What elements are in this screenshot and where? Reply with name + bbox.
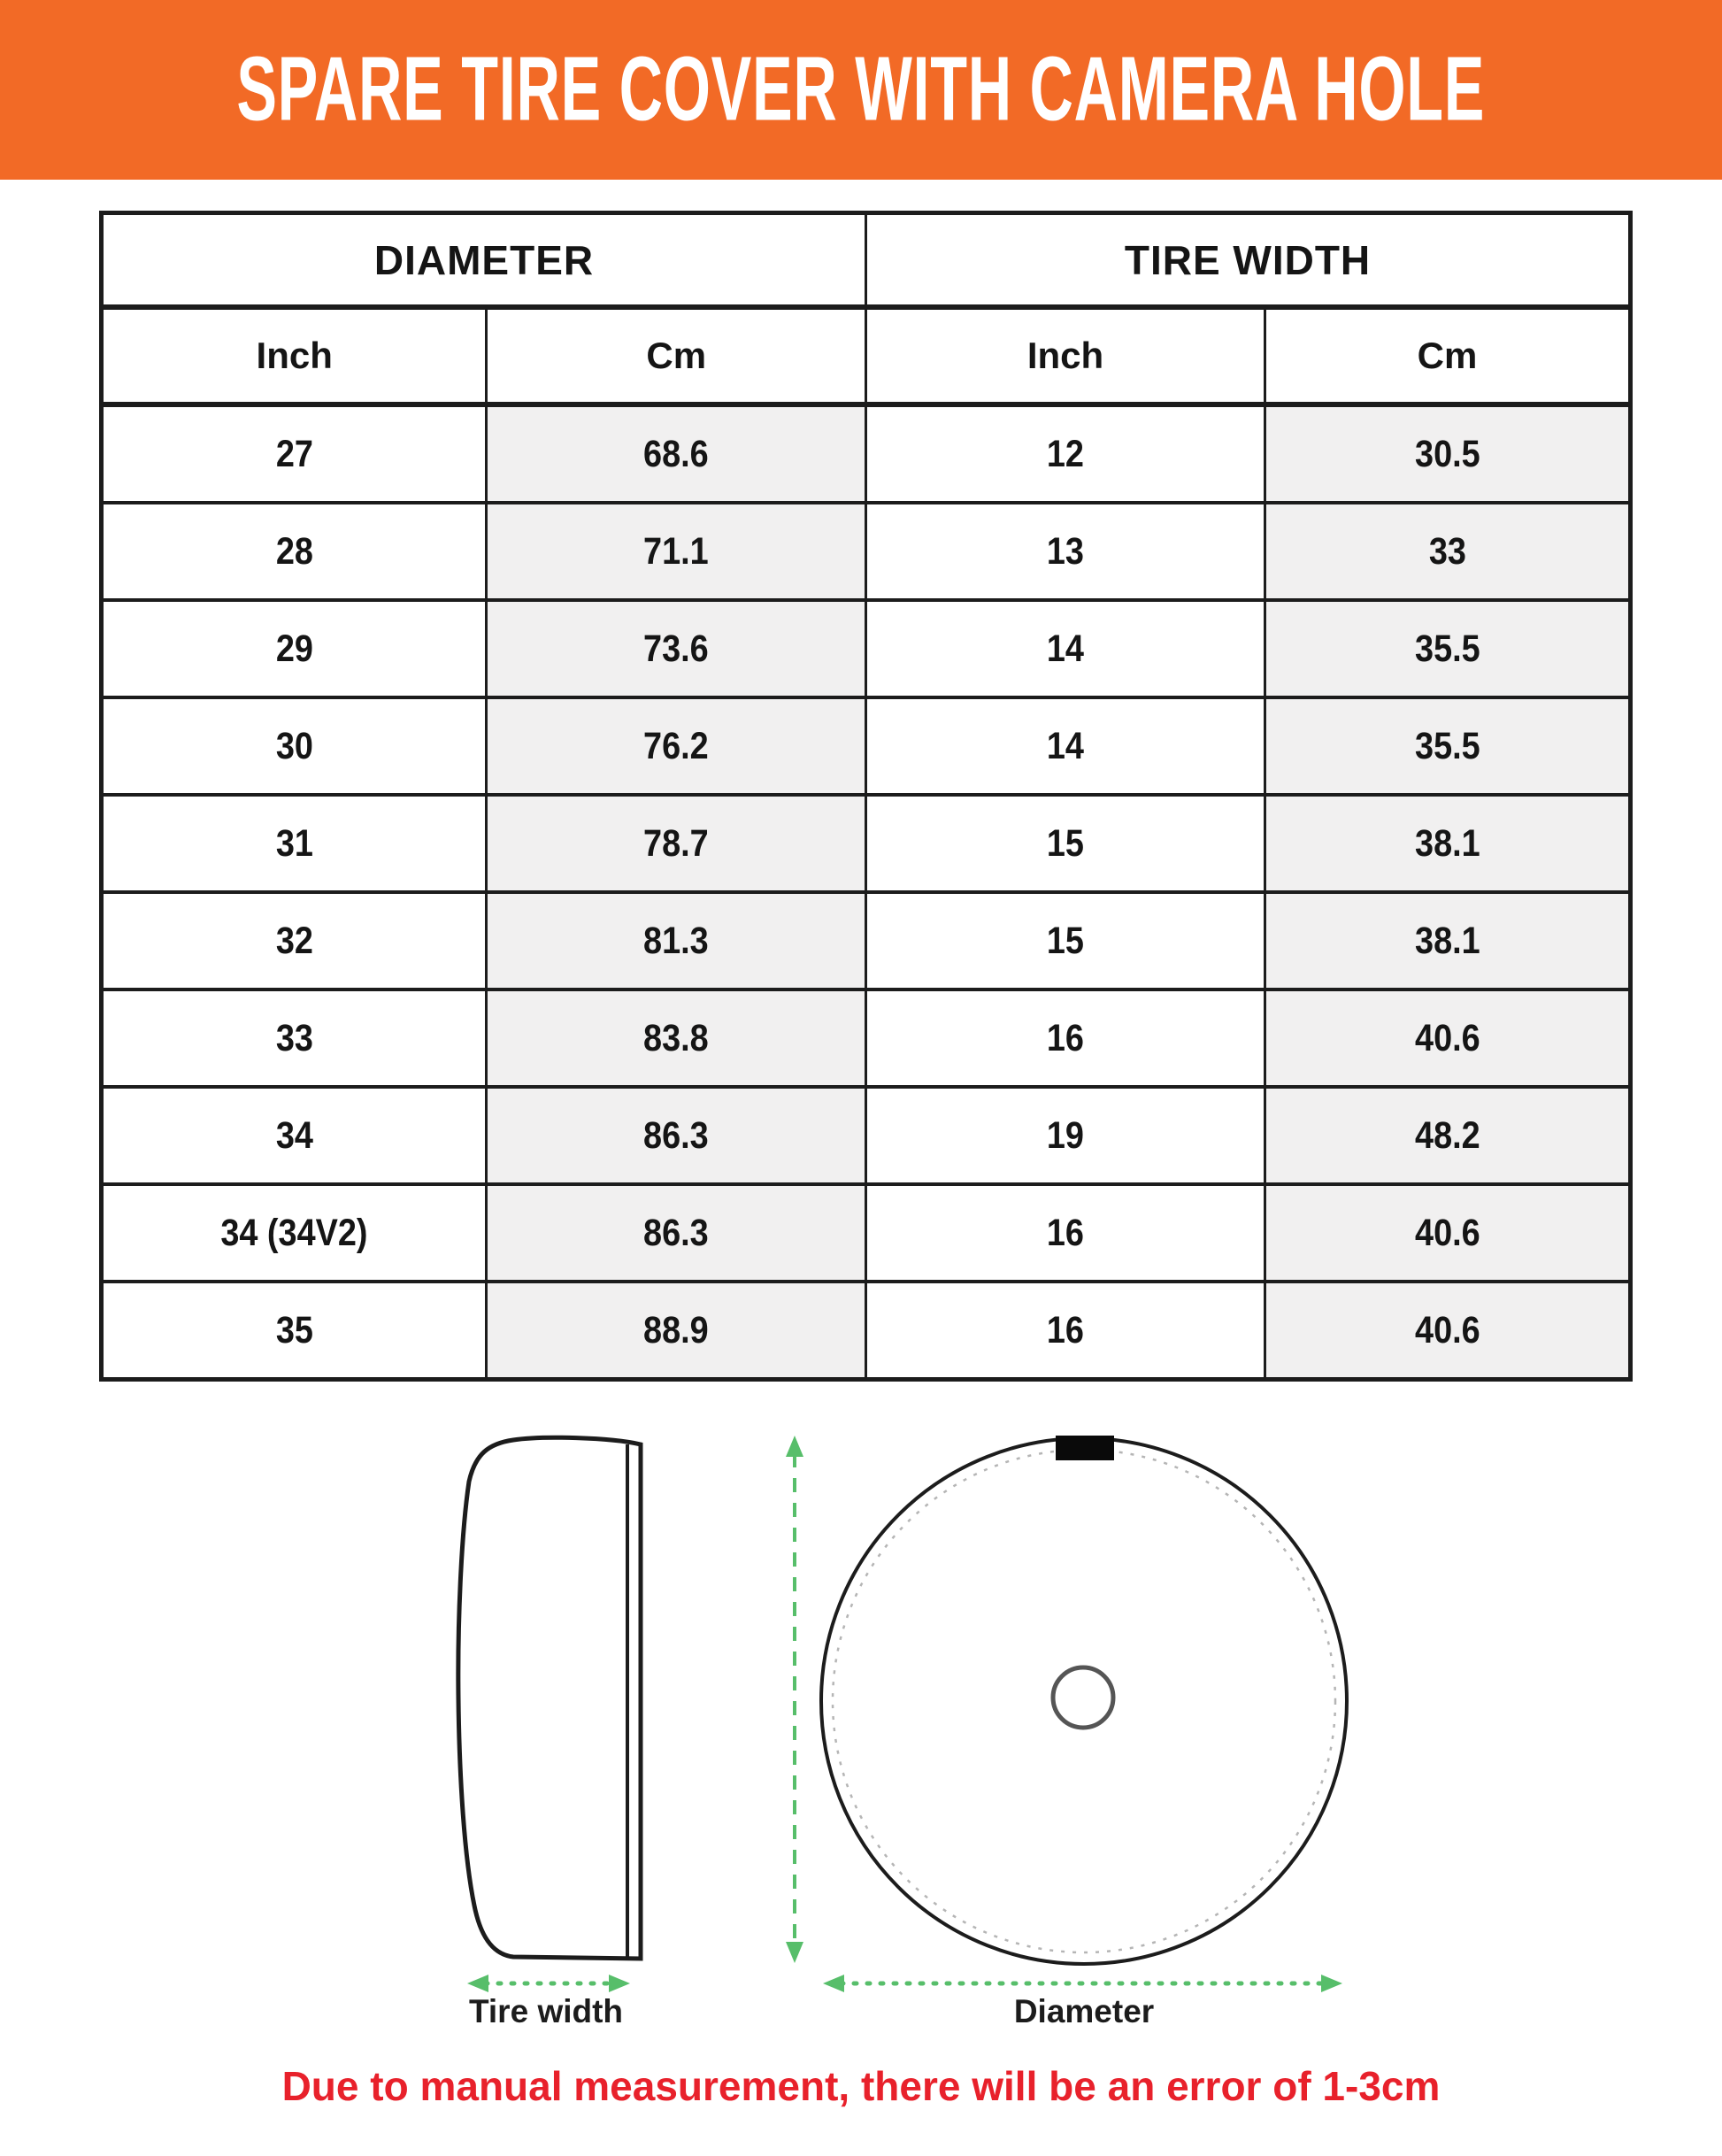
- table-cell: 88.9: [487, 1282, 866, 1380]
- title-banner: [0, 0, 1722, 180]
- table-cell: 31: [102, 795, 487, 892]
- top-strap-mark: [1056, 1436, 1114, 1460]
- table-cell: 14: [865, 697, 1265, 795]
- table-cell: 40.6: [1265, 1282, 1630, 1380]
- sub-header-width-cm: Cm: [1265, 307, 1630, 404]
- table-cell: 73.6: [487, 600, 866, 697]
- table-cell: 35: [102, 1282, 487, 1380]
- tire-width-label: Tire width: [468, 1993, 624, 2029]
- page-title: SPARE TIRE COVER WITH CAMERA HOLE: [236, 38, 1486, 141]
- measurement-disclaimer: Due to manual measurement, there will be an error of 1-3cm: [281, 2063, 1441, 2109]
- table-cell: 15: [865, 892, 1265, 989]
- table-cell: 16: [865, 989, 1265, 1087]
- table-cell: 30: [102, 697, 487, 795]
- sub-header-width-inch: Inch: [865, 307, 1265, 404]
- table-cell: 48.2: [1265, 1087, 1630, 1184]
- camera-hole: [1053, 1667, 1113, 1728]
- stitch-dashed-circle: [833, 1450, 1335, 1952]
- table-cell: 16: [865, 1184, 1265, 1282]
- table-cell: 35.5: [1265, 600, 1630, 697]
- table-cell: 30.5: [1265, 404, 1630, 503]
- table-cell: 15: [865, 795, 1265, 892]
- table-cell: 13: [865, 503, 1265, 600]
- table-cell: 40.6: [1265, 1184, 1630, 1282]
- sub-header-diameter-cm: Cm: [487, 307, 866, 404]
- table-cell: 29: [102, 600, 487, 697]
- table-cell: 14: [865, 600, 1265, 697]
- table-cell: 81.3: [487, 892, 866, 989]
- tire-width-arrow: [467, 1975, 630, 1992]
- table-cell: 33: [102, 989, 487, 1087]
- tire-front-view: [821, 1436, 1347, 1964]
- diameter-label: Diameter: [1013, 1993, 1155, 2029]
- table-row: [102, 503, 1631, 600]
- table-cell: 86.3: [487, 1087, 866, 1184]
- table-group-header-row: [102, 213, 1631, 308]
- table-row: [102, 600, 1631, 697]
- table-row: [102, 989, 1631, 1087]
- table-cell: 78.7: [487, 795, 866, 892]
- tire-side-view: [458, 1437, 641, 1959]
- table-cell: 27: [102, 404, 487, 503]
- table-cell: 76.2: [487, 697, 866, 795]
- vertical-diameter-arrow: [786, 1436, 803, 1963]
- table-cell: 34 (34V2): [102, 1184, 487, 1282]
- table-cell: 34: [102, 1087, 487, 1184]
- table-cell: 40.6: [1265, 989, 1630, 1087]
- group-header-tire-width: TIRE WIDTH: [865, 213, 1630, 308]
- table-cell: 12: [865, 404, 1265, 503]
- table-cell: 19: [865, 1087, 1265, 1184]
- table-cell: 38.1: [1265, 795, 1630, 892]
- table-row: [102, 1087, 1631, 1184]
- table-row: [102, 892, 1631, 989]
- diameter-arrow: [823, 1975, 1342, 1992]
- group-header-diameter: DIAMETER: [102, 213, 866, 308]
- table-cell: 71.1: [487, 503, 866, 600]
- tire-measurement-diagram: [0, 1398, 1722, 2018]
- table-cell: 28: [102, 503, 487, 600]
- table-cell: 68.6: [487, 404, 866, 503]
- table-row: [102, 404, 1631, 503]
- table-sub-header-row: [102, 307, 1631, 404]
- table-cell: 38.1: [1265, 892, 1630, 989]
- table-cell: 86.3: [487, 1184, 866, 1282]
- table-cell: 35.5: [1265, 697, 1630, 795]
- table-cell: 32: [102, 892, 487, 989]
- table-cell: 33: [1265, 503, 1630, 600]
- table-cell: 83.8: [487, 989, 866, 1087]
- table-row: [102, 697, 1631, 795]
- table-row: [102, 1282, 1631, 1380]
- table-row: [102, 795, 1631, 892]
- table-row: [102, 1184, 1631, 1282]
- size-table: [99, 211, 1633, 1382]
- sub-header-diameter-inch: Inch: [102, 307, 487, 404]
- table-cell: 16: [865, 1282, 1265, 1380]
